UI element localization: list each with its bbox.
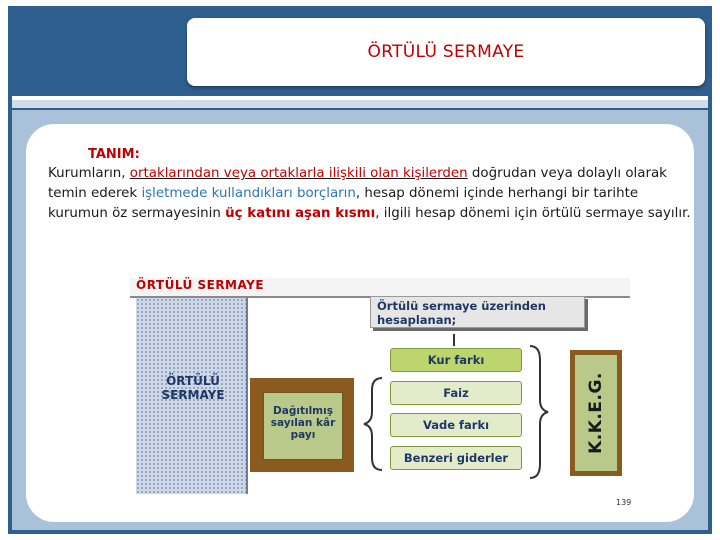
diagram-side-label: ÖRTÜLÜ SERMAYE [161,374,225,402]
diagram-header: ÖRTÜLÜ SERMAYE [136,278,265,292]
page-title: ÖRTÜLÜ SERMAYE [367,42,525,62]
keg-label: K.K.E.G. [586,372,606,454]
item-interest: Faiz [390,381,522,405]
definition-text [48,164,698,224]
header-left-block [8,18,188,86]
definition-label: TANIM: [88,147,140,162]
separator-line [12,100,708,108]
diagram [120,272,650,512]
diagram-page-number: 139 [616,498,632,507]
item-maturity-difference: Vade farkı [390,413,522,437]
distributed-profit-box: Dağıtılmış sayılan kâr payı [263,392,343,460]
def-part-related-parties: ortaklarından veya ortaklarla ilişkili olan kişilerden [129,166,468,181]
left-brace-icon [364,378,382,470]
def-part-3: doğrudan veya dolaylı olarak temin ederek [48,166,667,201]
title-box [187,18,705,86]
item-exchange-difference: Kur farkı [390,348,522,372]
right-brace-icon [530,346,548,478]
keg-inner [575,355,617,471]
calc-basis-box: Örtülü sermaye üzerinden hesaplanan; [370,296,585,328]
keg-box [570,350,622,476]
def-part-7: , ilgili hesap dönemi için örtülü sermaye sayılır. [375,206,691,221]
def-part-1: Kurumların, [48,166,130,181]
item-similar-expenses: Benzeri giderler [390,446,522,470]
def-part-5: , hesap dönemi içinde herhangi bir tarihte kurumun öz sermayesinin [48,186,639,221]
def-part-borrowings: işletmede kullandıkları borçların [141,186,356,201]
def-part-three-times: üç katını aşan kısmı [225,206,376,221]
